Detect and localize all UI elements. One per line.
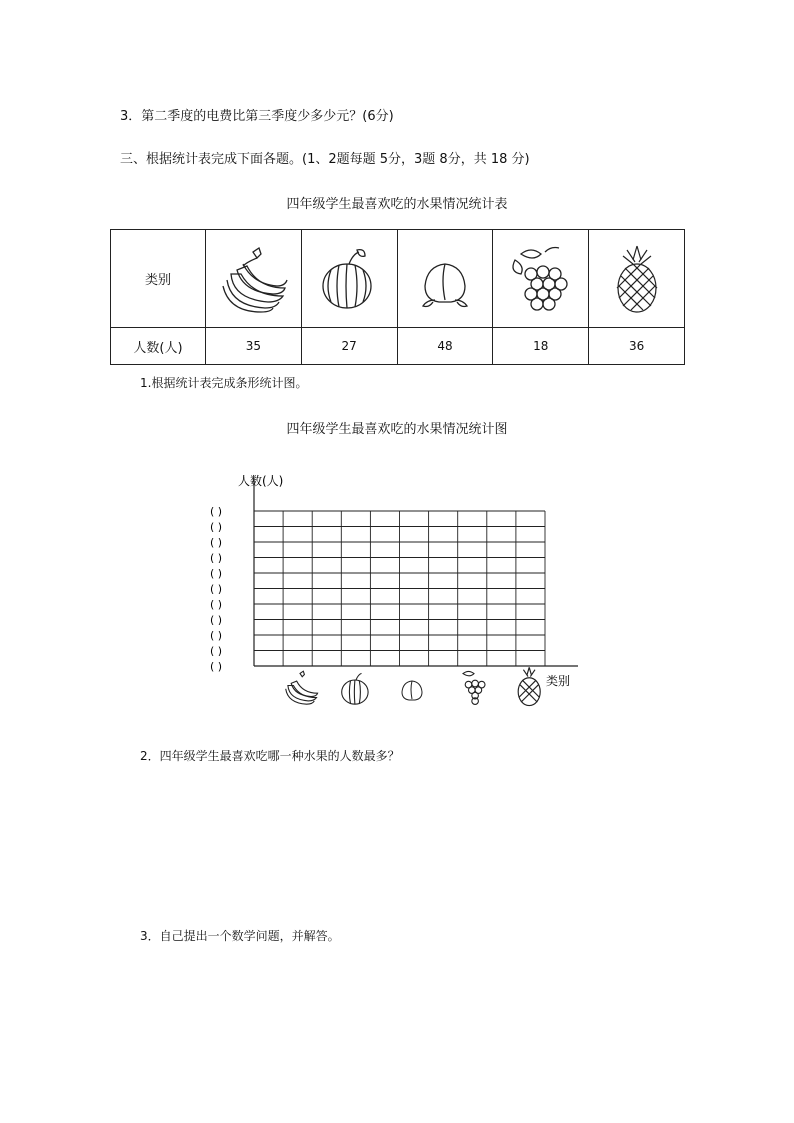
y-tick-placeholder[interactable]: ( ) — [210, 644, 223, 658]
count-peach: 48 — [397, 328, 493, 365]
sub-question-2: 2．四年级学生最喜欢吃哪一种水果的人数最多？ — [140, 749, 400, 763]
banana-icon — [286, 671, 318, 704]
question-3-previous: 3．第二季度的电费比第三季度少多少元？(6分) — [120, 109, 394, 124]
y-tick-placeholder[interactable]: ( ) — [210, 567, 223, 580]
y-tick-placeholders[interactable] — [210, 505, 222, 673]
table-row-count — [111, 328, 685, 365]
y-tick-placeholder[interactable]: ( ) — [210, 536, 223, 549]
count-grapes: 18 — [493, 328, 589, 365]
y-tick-placeholder[interactable]: ( ) — [210, 598, 223, 611]
peach-icon — [405, 244, 485, 314]
y-tick-placeholder[interactable]: ( ) — [210, 629, 223, 642]
banana-icon — [213, 244, 293, 314]
table-row-category — [111, 230, 685, 328]
count-watermelon: 27 — [301, 328, 397, 365]
chart-title: 四年级学生最喜欢吃的水果情况统计图 — [286, 422, 508, 437]
sub-question-1: 1.根据统计表完成条形统计图。 — [140, 376, 308, 390]
table-cell-peach — [397, 230, 493, 328]
y-tick-placeholder[interactable]: ( ) — [210, 505, 223, 518]
chart-grid — [254, 479, 578, 666]
table-cell-pineapple — [589, 230, 685, 328]
grapes-icon — [463, 671, 485, 704]
watermelon-icon — [309, 244, 389, 314]
table-cell-watermelon — [301, 230, 397, 328]
y-tick-placeholder[interactable]: ( ) — [210, 520, 223, 534]
table-cell-grapes — [493, 230, 589, 328]
count-pineapple: 36 — [589, 328, 685, 365]
count-header: 人数(人) — [111, 328, 206, 365]
sub-question-3: 3．自己提出一个数学问题，并解答。 — [140, 929, 340, 943]
grapes-icon — [501, 242, 581, 316]
fruit-statistics-table — [110, 229, 685, 365]
chart-xlabel: 类别 — [546, 674, 571, 688]
count-banana: 35 — [206, 328, 302, 365]
x-axis-icons — [272, 665, 552, 713]
y-tick-placeholder[interactable]: ( ) — [210, 551, 223, 565]
section-3-heading: 三、根据统计表完成下面各题。(1、2题每题 5分，3题 8分，共 18 分) — [120, 152, 530, 167]
watermelon-icon — [342, 673, 368, 704]
table-title: 四年级学生最喜欢吃的水果情况统计表 — [286, 197, 508, 212]
category-header: 类别 — [111, 230, 206, 328]
y-tick-placeholder[interactable]: ( ) — [210, 660, 223, 673]
y-tick-placeholder[interactable]: ( ) — [210, 582, 223, 596]
pineapple-icon — [518, 667, 540, 705]
peach-icon — [402, 681, 422, 700]
table-cell-banana — [206, 230, 302, 328]
chart-ylabel: 人数(人) — [238, 474, 284, 488]
y-tick-placeholder[interactable]: ( ) — [210, 613, 223, 627]
pineapple-icon — [597, 242, 677, 316]
